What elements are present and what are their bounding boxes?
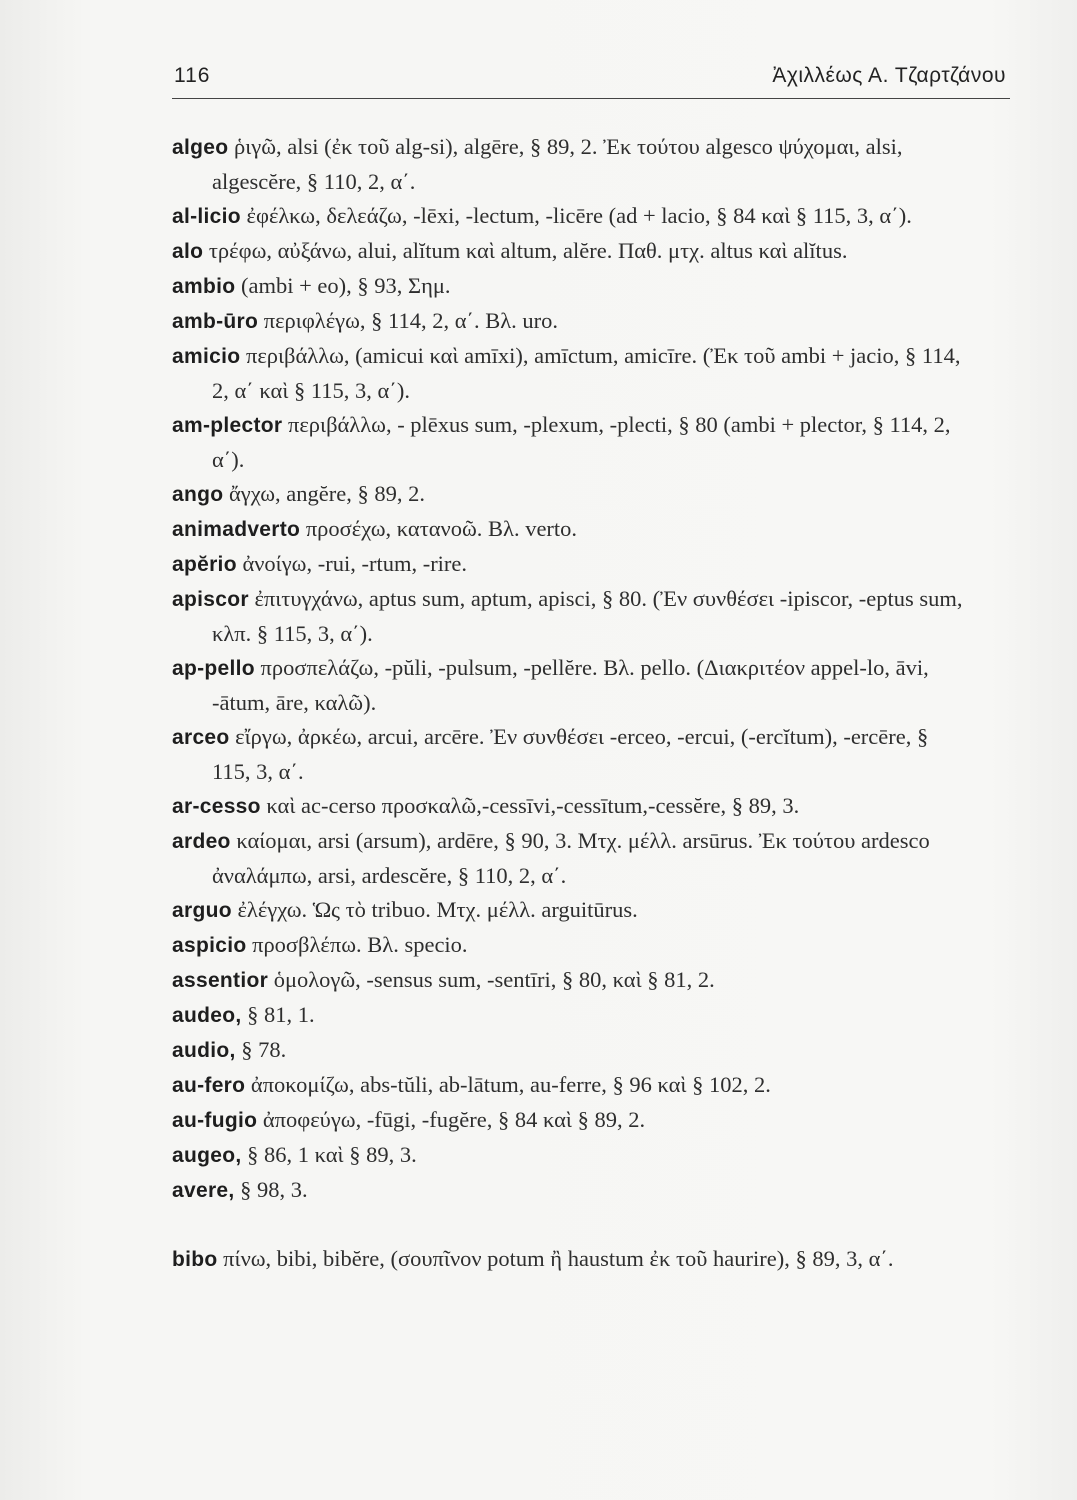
- entry-headword: apĕrio: [172, 553, 237, 576]
- entry-definition: περιβάλλω, - plēxus sum, -plexum, -plecti, § 80 (ambi + plector, § 114, 2, α΄).: [212, 412, 951, 472]
- entry-definition: ἐφέλκω, δελεάζω, -lēxi, -lectum, -licēre (ad + lacio, § 84 καὶ § 115, 3, α΄).: [246, 203, 912, 228]
- entry-definition: πίνω, bibi, bibĕre, (σουπῖνον potum ἢ haustum ἐκ τοῦ haurire), § 89, 3, α΄.: [223, 1246, 894, 1271]
- entry-headword: au-fugio: [172, 1109, 258, 1132]
- dictionary-entry: [172, 199, 972, 234]
- entry-definition: προσέχω, κατανοῶ. Βλ. verto.: [305, 516, 578, 541]
- entry-headword: ambio: [172, 275, 236, 298]
- dictionary-entry: [172, 789, 972, 824]
- entry-definition: (ambi + eo), § 93, Σημ.: [240, 273, 451, 298]
- entry-definition: § 86, 1 καὶ § 89, 3.: [247, 1142, 417, 1167]
- dictionary-entry: [172, 1103, 972, 1138]
- dictionary-entry: [172, 408, 972, 477]
- entry-headword: audeo,: [172, 1004, 242, 1027]
- page-header: [172, 62, 1010, 99]
- entry-definition: ἐπιτυγχάνω, aptus sum, aptum, apisci, § 80. (Ἐν συνθέσει -ipiscor, -eptus sum, κλπ. § 115, 3, α΄).: [212, 586, 963, 646]
- entry-definition: ὁμολογῶ, -sensus sum, -sentīri, § 80, καὶ § 81, 2.: [273, 967, 715, 992]
- entry-headword: arguo: [172, 899, 232, 922]
- dictionary-entry: [172, 928, 972, 963]
- entry-definition: ἀποφεύγω, -fūgi, -fugĕre, § 84 καὶ § 89, 2.: [262, 1107, 646, 1132]
- entry-definition: περιβάλλω, (amicui καὶ amīxi), amīctum, amicīre. (Ἐκ τοῦ ambi + jacio, § 114, 2, α΄ καὶ § 115, 3, α΄).: [212, 343, 961, 403]
- entry-headword: ardeo: [172, 830, 231, 853]
- dictionary-entry: [172, 582, 972, 651]
- entry-definition: ἀνοίγω, -rui, -rtum, -rire.: [242, 551, 468, 576]
- dictionary-entry: [172, 1068, 972, 1103]
- dictionary-entry: [172, 824, 972, 893]
- entry-definition: τρέφω, αὐξάνω, alui, alĭtum καὶ altum, alĕre. Παθ. μτχ. altus καὶ alĭtus.: [208, 238, 848, 263]
- dictionary-entry: [172, 339, 972, 408]
- entry-definition: καὶ ac-cerso προσκαλῶ,-cessīvi,-cessītum,-cessĕre, § 89, 3.: [266, 793, 800, 818]
- entry-headword: ango: [172, 483, 224, 506]
- entry-headword: augeo,: [172, 1144, 242, 1167]
- dictionary-entry: [172, 234, 972, 269]
- entry-headword: au-fero: [172, 1074, 246, 1097]
- page-number: 116: [174, 64, 211, 87]
- dictionary-entry: [172, 651, 972, 720]
- entry-definition: προσπελάζω, -pŭli, -pulsum, -pellĕre. Βλ. pello. (Διακριτέον appel-lo, āvi, -ātum, āre, καλῶ).: [212, 655, 929, 715]
- dictionary-entry: [172, 720, 972, 789]
- entry-headword: audio,: [172, 1039, 236, 1062]
- entry-definition: § 78.: [241, 1037, 287, 1062]
- entry-definition: εἴργω, ἀρκέω, arcui, arcēre. Ἐν συνθέσει -erceo, -ercui, (-ercĭtum), -ercēre, § 115, 3, α΄.: [212, 724, 929, 784]
- entry-definition: ῥιγῶ, alsi (ἐκ τοῦ alg-si), algēre, § 89, 2. Ἐκ τούτου algesco ψύχομαι, alsi, algescĕre, § 110, 2, α΄.: [212, 134, 903, 194]
- entry-headword: arceo: [172, 726, 230, 749]
- entry-headword: alo: [172, 240, 204, 263]
- entry-headword: al-licio: [172, 205, 241, 228]
- dictionary-entry: [172, 512, 972, 547]
- entry-definition: § 98, 3.: [240, 1177, 308, 1202]
- entry-headword: am-plector: [172, 414, 283, 437]
- entry-headword: ar-cesso: [172, 795, 261, 818]
- dictionary-entries: [172, 130, 972, 1277]
- dictionary-entry: [172, 1173, 972, 1208]
- entry-definition: ἀποκομίζω, abs-tŭli, ab-lātum, au-ferre, § 96 καὶ § 102, 2.: [250, 1072, 771, 1097]
- entry-headword: aspicio: [172, 934, 247, 957]
- dictionary-entry: [172, 1242, 972, 1277]
- entry-definition: προσβλέπω. Βλ. specio.: [252, 932, 468, 957]
- entry-headword: amicio: [172, 345, 241, 368]
- dictionary-entry: [172, 1138, 972, 1173]
- dictionary-entry: [172, 893, 972, 928]
- dictionary-entry: [172, 1033, 972, 1068]
- dictionary-entry: [172, 998, 972, 1033]
- entry-definition: περιφλέγω, § 114, 2, α΄. Βλ. uro.: [263, 308, 559, 333]
- dictionary-entry: [172, 304, 972, 339]
- dictionary-entry: [172, 547, 972, 582]
- entry-headword: ap-pello: [172, 657, 255, 680]
- dictionary-entry: [172, 269, 972, 304]
- entry-headword: animadverto: [172, 518, 301, 541]
- entry-headword: algeo: [172, 136, 229, 159]
- entry-headword: avere,: [172, 1179, 235, 1202]
- entry-definition: ἄγχω, angĕre, § 89, 2.: [229, 481, 425, 506]
- dictionary-entry: [172, 130, 972, 199]
- entry-definition: ἐλέγχω. Ὡς τὸ tribuo. Μτχ. μέλλ. arguitūrus.: [237, 897, 638, 922]
- entry-headword: assentior: [172, 969, 269, 992]
- entry-definition: § 81, 1.: [247, 1002, 315, 1027]
- entry-definition: καίομαι, arsi (arsum), ardēre, § 90, 3. Μτχ. μέλλ. arsūrus. Ἐκ τούτου ardesco ἀναλάμπω, arsi, ardescĕre, § 110, 2, α΄.: [212, 828, 930, 888]
- dictionary-entry: [172, 963, 972, 998]
- dictionary-entry: [172, 477, 972, 512]
- entry-headword: amb-ūro: [172, 310, 259, 333]
- entry-headword: apiscor: [172, 588, 249, 611]
- running-title: Ἀχιλλέως Α. Τζαρτζάνου: [772, 64, 1006, 87]
- entry-headword: bibo: [172, 1248, 218, 1271]
